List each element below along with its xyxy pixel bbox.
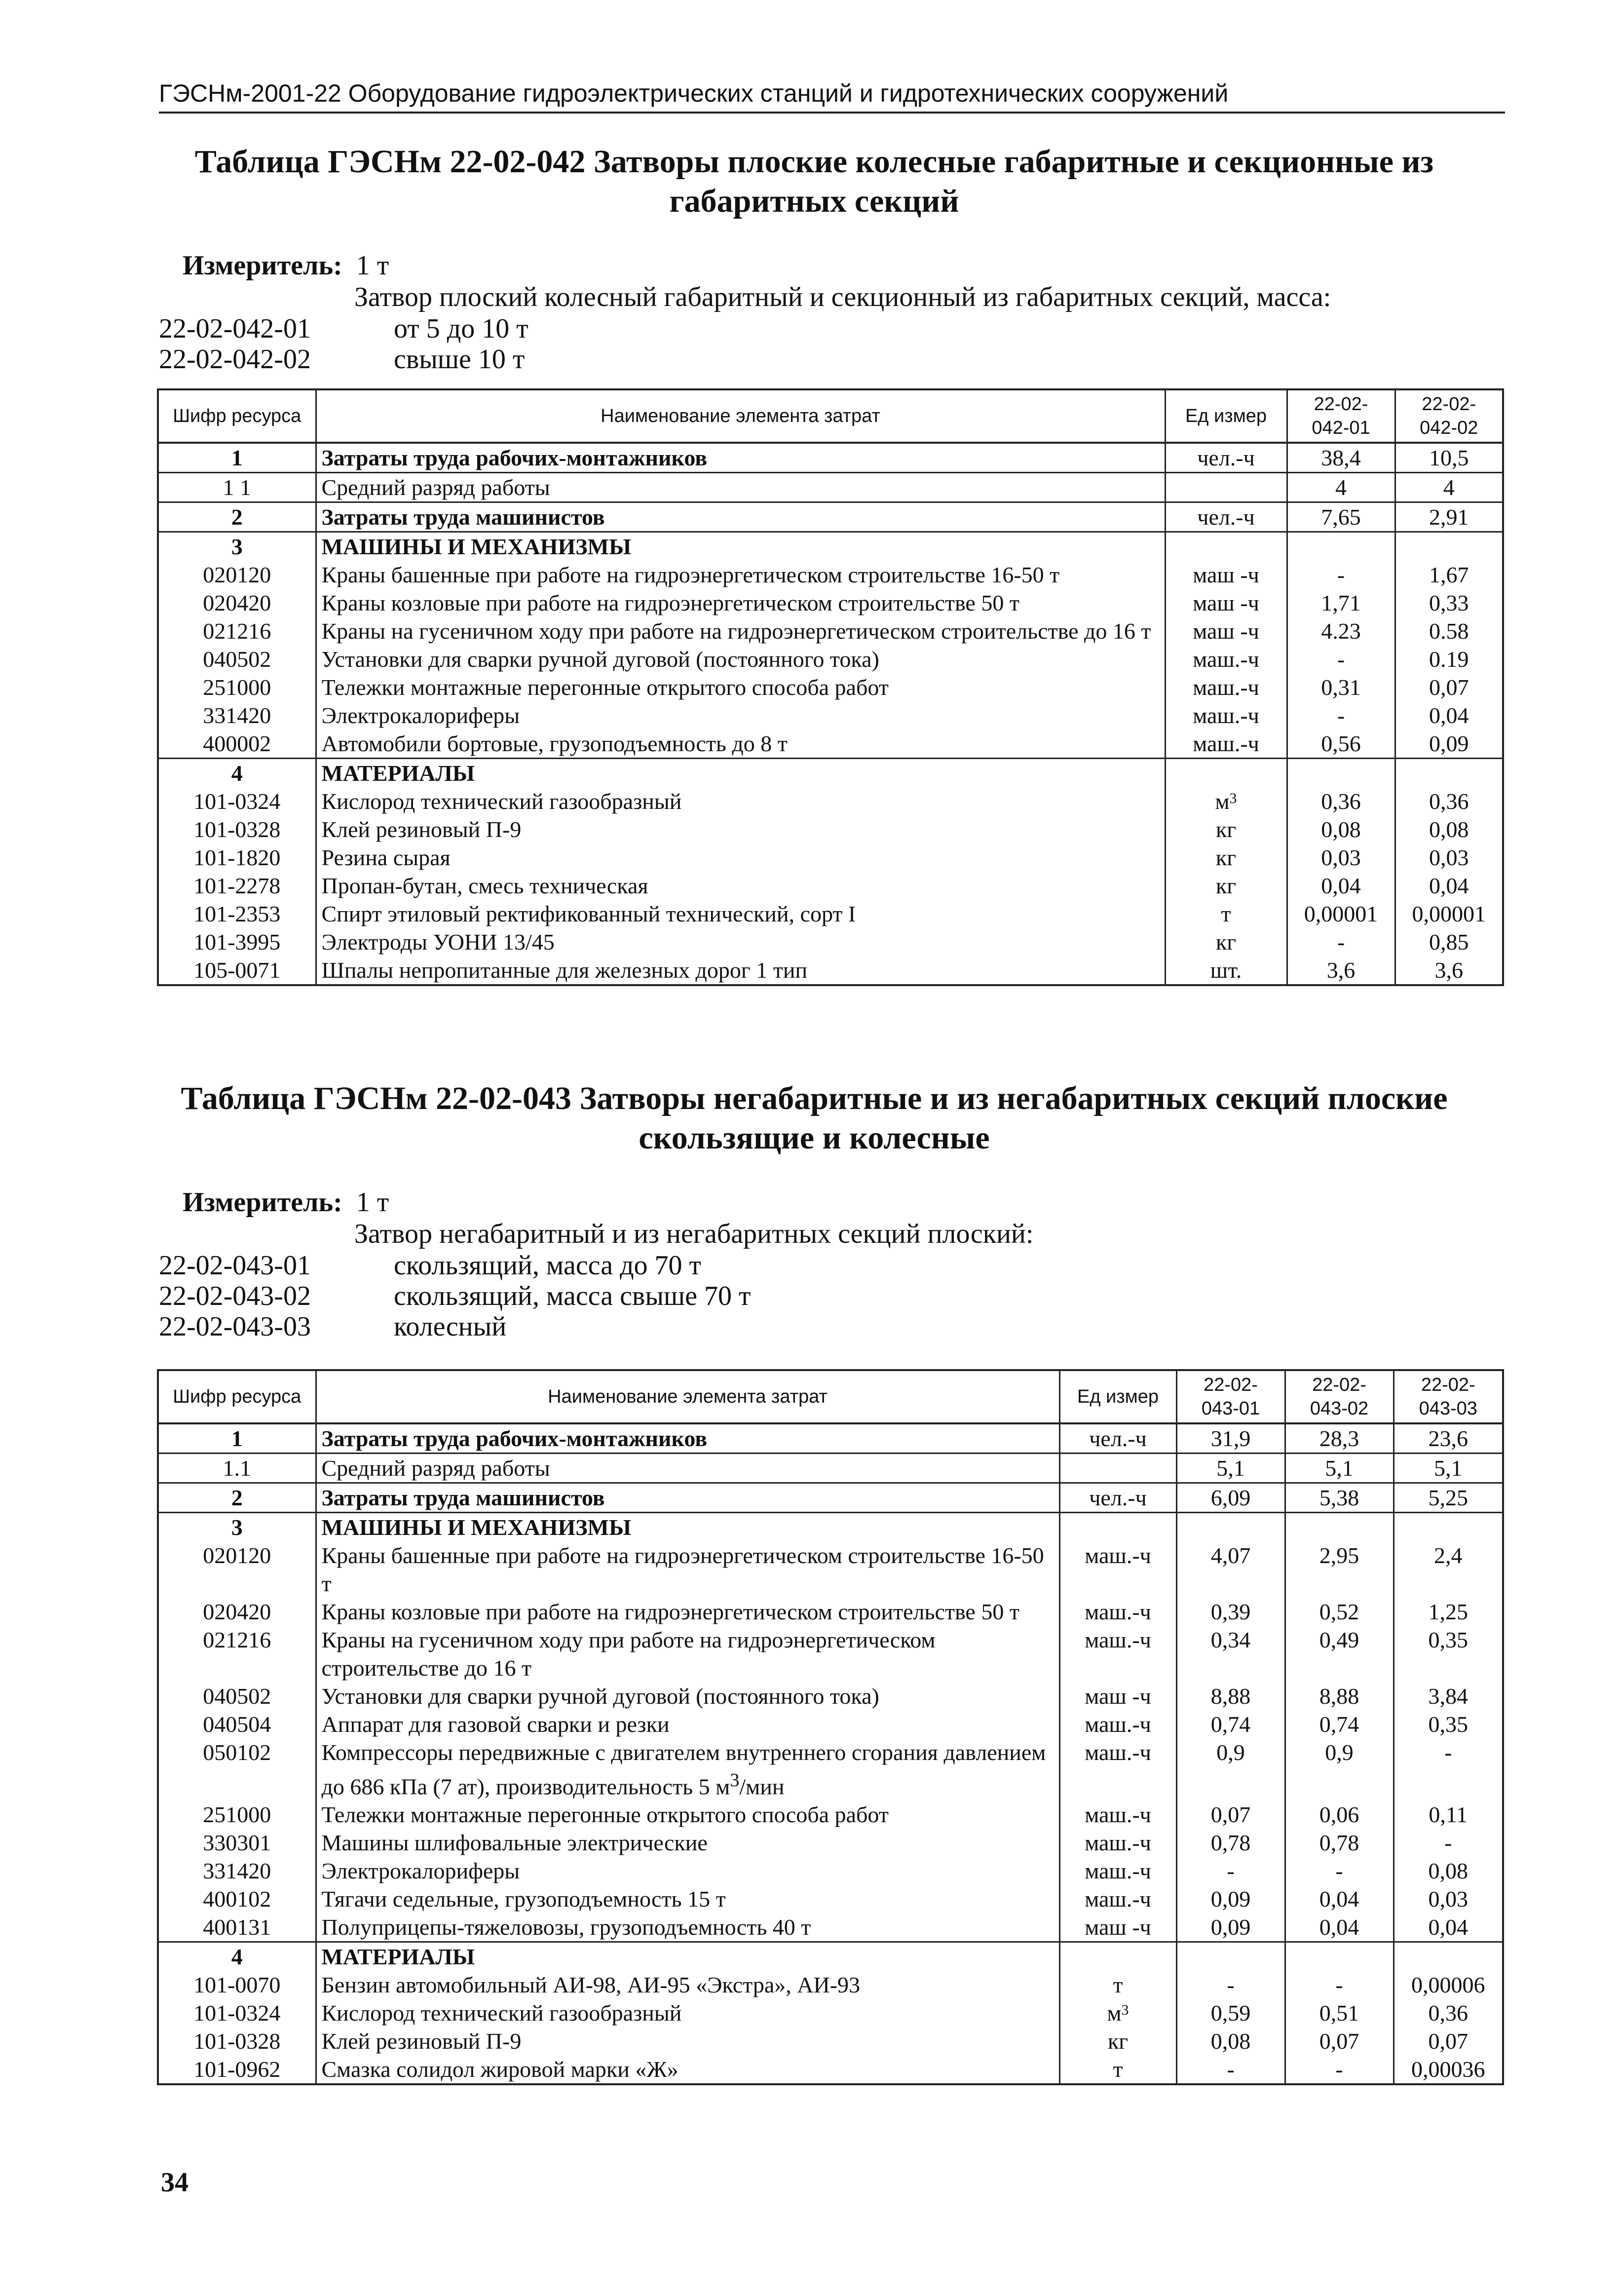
cell-value-variant-3: 1,25 bbox=[1394, 1598, 1503, 1626]
table-row bbox=[158, 473, 1503, 502]
cell-resource-code: 1 bbox=[158, 1423, 316, 1454]
cell-unit: маш.-ч bbox=[1165, 673, 1287, 701]
cell-value-variant-1: 3,6 bbox=[1287, 956, 1395, 985]
cell-value-variant-1: 0,03 bbox=[1287, 843, 1395, 872]
cell-value-variant-2: 0,07 bbox=[1285, 2027, 1394, 2055]
cell-value-variant-2: 2,91 bbox=[1395, 502, 1503, 532]
cell-value-variant-1: 0,56 bbox=[1287, 729, 1395, 759]
cell-unit: кг bbox=[1165, 928, 1287, 956]
cell-resource-code: 101-0328 bbox=[158, 815, 316, 843]
cell-unit: маш.-ч bbox=[1059, 1857, 1176, 1885]
cell-value-variant-2: 0,36 bbox=[1395, 787, 1503, 815]
cell-resource-code: 251000 bbox=[158, 673, 316, 701]
cell-unit: т bbox=[1059, 2055, 1176, 2084]
cell-value-variant-2: 5,38 bbox=[1285, 1483, 1394, 1513]
table-042-body bbox=[158, 443, 1503, 985]
cell-value-variant-3 bbox=[1394, 1513, 1503, 1542]
cell-resource-code: 1.1 bbox=[158, 1454, 316, 1483]
cell-value-variant-1: 0,34 bbox=[1176, 1626, 1285, 1682]
table-header-row bbox=[158, 389, 1503, 443]
cell-value-variant-3: 5,25 bbox=[1394, 1483, 1503, 1513]
cell-cost-element-name: Средний разряд работы bbox=[316, 473, 1165, 502]
cell-value-variant-1: 5,1 bbox=[1176, 1454, 1285, 1483]
cell-cost-element-name: Клей резиновый П-9 bbox=[316, 815, 1165, 843]
cell-cost-element-name: Краны козловые при работе на гидроэнергетическом строительстве 50 т bbox=[316, 1598, 1059, 1626]
col-header-variant-2: 22-02- 043-02 bbox=[1285, 1370, 1394, 1423]
cell-cost-element-name: МАШИНЫ И МЕХАНИЗМЫ bbox=[316, 1513, 1059, 1542]
cell-unit: кг bbox=[1165, 872, 1287, 900]
cell-value-variant-1: 0,04 bbox=[1287, 872, 1395, 900]
cell-cost-element-name: Полуприцепы-тяжеловозы, грузоподъемность 40 т bbox=[316, 1913, 1059, 1942]
cell-value-variant-1: - bbox=[1176, 2055, 1285, 2084]
cell-unit: кг bbox=[1165, 843, 1287, 872]
table-043-title-line1: Таблица ГЭСНм 22-02-043 Затворы негабаритные и из негабаритных секций плоские bbox=[181, 1080, 1448, 1116]
table-row bbox=[158, 1885, 1503, 1913]
cell-value-variant-2: 0,04 bbox=[1395, 701, 1503, 729]
cell-value-variant-1: 0,09 bbox=[1176, 1885, 1285, 1913]
col-header-code: Шифр ресурса bbox=[158, 1370, 316, 1423]
cell-cost-element-name: Затраты труда машинистов bbox=[316, 1483, 1059, 1513]
table-row bbox=[158, 645, 1503, 673]
table-042-title bbox=[148, 142, 1480, 221]
table-row bbox=[158, 1829, 1503, 1857]
cell-unit: маш.-ч bbox=[1059, 1710, 1176, 1738]
table-row bbox=[158, 589, 1503, 617]
cell-cost-element-name: Электрокалориферы bbox=[316, 701, 1165, 729]
col-header-unit: Ед измер bbox=[1059, 1370, 1176, 1423]
cell-resource-code: 1 bbox=[158, 443, 316, 473]
cell-cost-element-name: Тягачи седельные, грузоподъемность 15 т bbox=[316, 1885, 1059, 1913]
col-header-unit: Ед измер bbox=[1165, 389, 1287, 443]
cell-value-variant-2: 0,09 bbox=[1395, 729, 1503, 759]
cell-value-variant-2: 0,33 bbox=[1395, 589, 1503, 617]
cell-unit: чел.-ч bbox=[1059, 1423, 1176, 1454]
cell-resource-code: 4 bbox=[158, 759, 316, 788]
table-row bbox=[158, 1513, 1503, 1542]
table-row bbox=[158, 1626, 1503, 1682]
table-row bbox=[158, 1710, 1503, 1738]
cell-value-variant-3: 0,08 bbox=[1394, 1857, 1503, 1885]
cell-resource-code: 4 bbox=[158, 1942, 316, 1971]
table-043-body bbox=[158, 1423, 1503, 2084]
cell-value-variant-3: 3,84 bbox=[1394, 1682, 1503, 1710]
table-row bbox=[158, 928, 1503, 956]
cell-cost-element-name: Тележки монтажные перегонные открытого способа работ bbox=[316, 673, 1165, 701]
cell-value-variant-2: 28,3 bbox=[1285, 1423, 1394, 1454]
page-number: 34 bbox=[161, 2167, 188, 2198]
table-042-gate-title: Затвор плоский колесный габаритный и секционный из габаритных секций, масса: bbox=[354, 282, 1331, 312]
table-row bbox=[158, 1800, 1503, 1829]
cell-value-variant-1: 0,07 bbox=[1176, 1800, 1285, 1829]
cell-unit: т bbox=[1059, 1971, 1176, 1999]
cell-value-variant-2: 5,1 bbox=[1285, 1454, 1394, 1483]
table-row bbox=[158, 2027, 1503, 2055]
table-042-title-line1: Таблица ГЭСНм 22-02-042 Затворы плоские колесные габаритные и секционные из bbox=[194, 144, 1434, 180]
cell-resource-code: 101-1820 bbox=[158, 843, 316, 872]
table-row bbox=[158, 1541, 1503, 1598]
cell-resource-code: 020120 bbox=[158, 1541, 316, 1598]
cell-value-variant-3: 0,00036 bbox=[1394, 2055, 1503, 2084]
cell-unit: маш.-ч bbox=[1165, 701, 1287, 729]
col-header-variant-3: 22-02- 043-03 bbox=[1394, 1370, 1503, 1423]
cell-value-variant-2: 0,52 bbox=[1285, 1598, 1394, 1626]
cell-value-variant-3 bbox=[1394, 1942, 1503, 1971]
table-row bbox=[158, 1682, 1503, 1710]
cell-resource-code: 101-0324 bbox=[158, 787, 316, 815]
cell-cost-element-name: Средний разряд работы bbox=[316, 1454, 1059, 1483]
cell-value-variant-2: 0,08 bbox=[1395, 815, 1503, 843]
cell-value-variant-1: 0,09 bbox=[1176, 1913, 1285, 1942]
cell-resource-code: 101-0962 bbox=[158, 2055, 316, 2084]
cell-value-variant-2: 0,00001 bbox=[1395, 900, 1503, 928]
cell-unit: маш -ч bbox=[1165, 561, 1287, 589]
cell-value-variant-3: 0,36 bbox=[1394, 1999, 1503, 2027]
cell-resource-code: 050102 bbox=[158, 1738, 316, 1800]
table-row bbox=[158, 532, 1503, 561]
table-row bbox=[158, 787, 1503, 815]
variant-code: 22-02-042-02 bbox=[159, 344, 311, 375]
cell-cost-element-name: Краны козловые при работе на гидроэнергетическом строительстве 50 т bbox=[316, 589, 1165, 617]
cell-value-variant-3: - bbox=[1394, 1738, 1503, 1800]
cell-value-variant-3: 0,03 bbox=[1394, 1885, 1503, 1913]
cell-value-variant-2 bbox=[1285, 1942, 1394, 1971]
table-row bbox=[158, 443, 1503, 473]
cell-unit: т bbox=[1165, 900, 1287, 928]
variant-text: колесный bbox=[394, 1311, 507, 1342]
table-043-title-line2: скользящие и колесные bbox=[639, 1120, 990, 1156]
cell-resource-code: 2 bbox=[158, 1483, 316, 1513]
cell-resource-code: 040504 bbox=[158, 1710, 316, 1738]
table-row bbox=[158, 1454, 1503, 1483]
cell-unit: маш.-ч bbox=[1059, 1738, 1176, 1800]
cell-cost-element-name: Краны на гусеничном ходу при работе на гидроэнергетическом строительстве до 16 т bbox=[316, 1626, 1059, 1682]
cell-value-variant-2: - bbox=[1285, 1971, 1394, 1999]
cell-resource-code: 3 bbox=[158, 532, 316, 561]
cell-value-variant-1: - bbox=[1176, 1971, 1285, 1999]
cell-value-variant-2 bbox=[1285, 1513, 1394, 1542]
cell-resource-code: 040502 bbox=[158, 1682, 316, 1710]
meter-unit: 1 т bbox=[356, 1187, 389, 1218]
cell-cost-element-name: Компрессоры передвижные с двигателем внутреннего сгорания давлением до 686 кПа (7 ат), производительность 5 $м^3$/мин bbox=[316, 1738, 1059, 1800]
cell-value-variant-2: 0,9 bbox=[1285, 1738, 1394, 1800]
cell-value-variant-3: 0,04 bbox=[1394, 1913, 1503, 1942]
cell-resource-code: 020120 bbox=[158, 561, 316, 589]
cell-value-variant-1: - bbox=[1176, 1857, 1285, 1885]
table-row bbox=[158, 673, 1503, 701]
table-row bbox=[158, 1942, 1503, 1971]
cell-resource-code: 101-2278 bbox=[158, 872, 316, 900]
col-header-code: Шифр ресурса bbox=[158, 389, 316, 443]
cell-resource-code: 101-3995 bbox=[158, 928, 316, 956]
cell-cost-element-name: Краны на гусеничном ходу при работе на гидроэнергетическом строительстве до 16 т bbox=[316, 617, 1165, 645]
table-042 bbox=[157, 388, 1504, 986]
cell-value-variant-2: 0.19 bbox=[1395, 645, 1503, 673]
cell-value-variant-2: 0,04 bbox=[1395, 872, 1503, 900]
cell-resource-code: 2 bbox=[158, 502, 316, 532]
cell-cost-element-name: Затраты труда рабочих-монтажников bbox=[316, 1423, 1059, 1454]
table-row bbox=[158, 1423, 1503, 1454]
cell-cost-element-name: Шпалы непропитанные для железных дорог 1 тип bbox=[316, 956, 1165, 985]
meter-unit: 1 т bbox=[356, 250, 389, 281]
meter-label: Измеритель: bbox=[183, 1187, 342, 1218]
cell-value-variant-2: 0,78 bbox=[1285, 1829, 1394, 1857]
cell-resource-code: 331420 bbox=[158, 1857, 316, 1885]
cell-value-variant-2: 4 bbox=[1395, 473, 1503, 502]
cell-cost-element-name: Затраты труда рабочих-монтажников bbox=[316, 443, 1165, 473]
cell-unit: маш.-ч bbox=[1165, 645, 1287, 673]
cell-cost-element-name: Затраты труда машинистов bbox=[316, 502, 1165, 532]
variant-code: 22-02-042-01 bbox=[159, 313, 311, 344]
cell-value-variant-1 bbox=[1176, 1942, 1285, 1971]
table-row bbox=[158, 872, 1503, 900]
cell-unit bbox=[1165, 473, 1287, 502]
cell-value-variant-2 bbox=[1395, 759, 1503, 788]
cell-resource-code: 101-0328 bbox=[158, 2027, 316, 2055]
table-043-meter bbox=[183, 1186, 389, 1218]
table-row bbox=[158, 1913, 1503, 1942]
cell-value-variant-1: - bbox=[1287, 561, 1395, 589]
col-header-name: Наименование элемента затрат bbox=[316, 1370, 1059, 1423]
table-row bbox=[158, 1598, 1503, 1626]
cell-cost-element-name: Кислород технический газообразный bbox=[316, 1999, 1059, 2027]
cell-resource-code: 330301 bbox=[158, 1829, 316, 1857]
cell-resource-code: 105-0071 bbox=[158, 956, 316, 985]
cell-value-variant-3: 0,35 bbox=[1394, 1710, 1503, 1738]
variant-code: 22-02-043-01 bbox=[159, 1250, 311, 1281]
cell-value-variant-1: 1,71 bbox=[1287, 589, 1395, 617]
cell-unit bbox=[1059, 1454, 1176, 1483]
cell-value-variant-2: 8,88 bbox=[1285, 1682, 1394, 1710]
cell-value-variant-1: - bbox=[1287, 928, 1395, 956]
cell-value-variant-1: 31,9 bbox=[1176, 1423, 1285, 1454]
cell-value-variant-3: 0,11 bbox=[1394, 1800, 1503, 1829]
cell-value-variant-1: 4 bbox=[1287, 473, 1395, 502]
cell-value-variant-2: 0,85 bbox=[1395, 928, 1503, 956]
cell-cost-element-name: Пропан-бутан, смесь техническая bbox=[316, 872, 1165, 900]
cell-unit: $м^3$ bbox=[1059, 1999, 1176, 2027]
cell-unit bbox=[1059, 1942, 1176, 1971]
cell-value-variant-1: 0,59 bbox=[1176, 1999, 1285, 2027]
cell-cost-element-name: МАТЕРИАЛЫ bbox=[316, 759, 1165, 788]
col-header-variant-1: 22-02- 042-01 bbox=[1287, 389, 1395, 443]
cell-value-variant-2: 0.58 bbox=[1395, 617, 1503, 645]
variant-text: свыше 10 т bbox=[394, 344, 525, 375]
cell-resource-code: 101-0070 bbox=[158, 1971, 316, 1999]
cell-resource-code: 400002 bbox=[158, 729, 316, 759]
cell-unit: маш -ч bbox=[1165, 589, 1287, 617]
cell-cost-element-name: Резина сырая bbox=[316, 843, 1165, 872]
cell-cost-element-name: МАШИНЫ И МЕХАНИЗМЫ bbox=[316, 532, 1165, 561]
cell-value-variant-2: 0,03 bbox=[1395, 843, 1503, 872]
cell-cost-element-name: Машины шлифовальные электрические bbox=[316, 1829, 1059, 1857]
table-row bbox=[158, 956, 1503, 985]
variant-code: 22-02-043-02 bbox=[159, 1281, 311, 1311]
cell-value-variant-2: 3,6 bbox=[1395, 956, 1503, 985]
cell-unit: маш.-ч bbox=[1059, 1541, 1176, 1598]
cell-value-variant-1 bbox=[1287, 759, 1395, 788]
cell-resource-code: 251000 bbox=[158, 1800, 316, 1829]
cell-value-variant-1: 6,09 bbox=[1176, 1483, 1285, 1513]
table-row bbox=[158, 561, 1503, 589]
table-042-title-line2: габаритных секций bbox=[669, 183, 959, 219]
col-header-name: Наименование элемента затрат bbox=[316, 389, 1165, 443]
cell-value-variant-2: 10,5 bbox=[1395, 443, 1503, 473]
cell-value-variant-2: 0,74 bbox=[1285, 1710, 1394, 1738]
cell-unit: чел.-ч bbox=[1165, 443, 1287, 473]
cell-unit: маш.-ч bbox=[1059, 1598, 1176, 1626]
cell-resource-code: 020420 bbox=[158, 589, 316, 617]
cell-value-variant-1: 0,78 bbox=[1176, 1829, 1285, 1857]
col-header-variant-2: 22-02- 042-02 bbox=[1395, 389, 1503, 443]
cell-value-variant-3: 0,35 bbox=[1394, 1626, 1503, 1682]
cell-value-variant-2: 0,49 bbox=[1285, 1626, 1394, 1682]
table-row bbox=[158, 502, 1503, 532]
cell-value-variant-1: 0,00001 bbox=[1287, 900, 1395, 928]
cell-resource-code: 400102 bbox=[158, 1885, 316, 1913]
table-row bbox=[158, 843, 1503, 872]
cell-value-variant-1: 0,39 bbox=[1176, 1598, 1285, 1626]
meter-label: Измеритель: bbox=[183, 250, 342, 281]
cell-resource-code: 021216 bbox=[158, 617, 316, 645]
cell-value-variant-2: 0,07 bbox=[1395, 673, 1503, 701]
cell-cost-element-name: Клей резиновый П-9 bbox=[316, 2027, 1059, 2055]
table-header-row bbox=[158, 1370, 1503, 1423]
table-row bbox=[158, 1971, 1503, 1999]
cell-unit: чел.-ч bbox=[1165, 502, 1287, 532]
table-row bbox=[158, 1738, 1503, 1800]
variant-code: 22-02-043-03 bbox=[159, 1311, 311, 1342]
cell-unit: кг bbox=[1165, 815, 1287, 843]
cell-resource-code: 101-0324 bbox=[158, 1999, 316, 2027]
cell-unit: маш -ч bbox=[1059, 1682, 1176, 1710]
cell-resource-code: 020420 bbox=[158, 1598, 316, 1626]
table-042-meter bbox=[183, 250, 389, 281]
cell-cost-element-name: Краны башенные при работе на гидроэнергетическом строительстве 16-50 т bbox=[316, 1541, 1059, 1598]
cell-unit: маш -ч bbox=[1165, 617, 1287, 645]
cell-value-variant-1: 0,31 bbox=[1287, 673, 1395, 701]
table-row bbox=[158, 729, 1503, 759]
cell-value-variant-2: 0,04 bbox=[1285, 1913, 1394, 1942]
cell-value-variant-1: 0,08 bbox=[1287, 815, 1395, 843]
cell-cost-element-name: Автомобили бортовые, грузоподъемность до 8 т bbox=[316, 729, 1165, 759]
cell-resource-code: 101-2353 bbox=[158, 900, 316, 928]
cell-cost-element-name: Установки для сварки ручной дуговой (постоянного тока) bbox=[316, 1682, 1059, 1710]
cell-unit: маш.-ч bbox=[1165, 729, 1287, 759]
cell-value-variant-3: 23,6 bbox=[1394, 1423, 1503, 1454]
cell-value-variant-2: 0,06 bbox=[1285, 1800, 1394, 1829]
cell-value-variant-1: 0,9 bbox=[1176, 1738, 1285, 1800]
table-row bbox=[158, 1483, 1503, 1513]
variant-text: скользящий, масса свыше 70 т bbox=[394, 1281, 751, 1311]
cell-unit: маш.-ч bbox=[1059, 1829, 1176, 1857]
cell-cost-element-name: Бензин автомобильный АИ-98, АИ-95 «Экстра», АИ-93 bbox=[316, 1971, 1059, 1999]
table-row bbox=[158, 1999, 1503, 2027]
cell-value-variant-3: 5,1 bbox=[1394, 1454, 1503, 1483]
cell-resource-code: 331420 bbox=[158, 701, 316, 729]
cell-value-variant-2: - bbox=[1285, 2055, 1394, 2084]
cell-resource-code: 400131 bbox=[158, 1913, 316, 1942]
cell-value-variant-2 bbox=[1395, 532, 1503, 561]
cell-unit: чел.-ч bbox=[1059, 1483, 1176, 1513]
cell-value-variant-1: 0,36 bbox=[1287, 787, 1395, 815]
cell-unit bbox=[1165, 532, 1287, 561]
cell-cost-element-name: Аппарат для газовой сварки и резки bbox=[316, 1710, 1059, 1738]
cell-cost-element-name: Кислород технический газообразный bbox=[316, 787, 1165, 815]
cell-value-variant-2: - bbox=[1285, 1857, 1394, 1885]
cell-value-variant-2: 0,04 bbox=[1285, 1885, 1394, 1913]
cell-value-variant-1 bbox=[1176, 1513, 1285, 1542]
cell-value-variant-2: 2,95 bbox=[1285, 1541, 1394, 1598]
cell-unit: маш.-ч bbox=[1059, 1885, 1176, 1913]
cell-value-variant-1: - bbox=[1287, 701, 1395, 729]
cell-unit: маш -ч bbox=[1059, 1913, 1176, 1942]
table-row bbox=[158, 617, 1503, 645]
table-row bbox=[158, 701, 1503, 729]
cell-cost-element-name: Тележки монтажные перегонные открытого способа работ bbox=[316, 1800, 1059, 1829]
cell-unit bbox=[1165, 759, 1287, 788]
cell-value-variant-1: 8,88 bbox=[1176, 1682, 1285, 1710]
cell-resource-code: 040502 bbox=[158, 645, 316, 673]
cell-unit: $м^3$ bbox=[1165, 787, 1287, 815]
cell-cost-element-name: Краны башенные при работе на гидроэнергетическом строительстве 16-50 т bbox=[316, 561, 1165, 589]
cell-value-variant-1: 4,07 bbox=[1176, 1541, 1285, 1598]
cell-value-variant-1: 4.23 bbox=[1287, 617, 1395, 645]
cell-value-variant-2: 1,67 bbox=[1395, 561, 1503, 589]
cell-value-variant-1: 0,74 bbox=[1176, 1710, 1285, 1738]
cell-unit: маш.-ч bbox=[1059, 1800, 1176, 1829]
col-header-variant-1: 22-02- 043-01 bbox=[1176, 1370, 1285, 1423]
cell-unit: кг bbox=[1059, 2027, 1176, 2055]
cell-value-variant-1: 38,4 bbox=[1287, 443, 1395, 473]
cell-unit: шт. bbox=[1165, 956, 1287, 985]
table-row bbox=[158, 2055, 1503, 2084]
cell-cost-element-name: Электрокалориферы bbox=[316, 1857, 1059, 1885]
cell-value-variant-1: 0,08 bbox=[1176, 2027, 1285, 2055]
running-header: ГЭСНм-2001-22 Оборудование гидроэлектрических станций и гидротехнических сооружений bbox=[159, 79, 1505, 114]
cell-cost-element-name: Спирт этиловый ректификованный технический, сорт I bbox=[316, 900, 1165, 928]
table-043-gate-title: Затвор негабаритный и из негабаритных секций плоский: bbox=[354, 1219, 1034, 1249]
cell-cost-element-name: Электроды УОНИ 13/45 bbox=[316, 928, 1165, 956]
cell-cost-element-name: МАТЕРИАЛЫ bbox=[316, 1942, 1059, 1971]
variant-text: скользящий, масса до 70 т bbox=[394, 1250, 702, 1281]
cell-resource-code: 1 1 bbox=[158, 473, 316, 502]
table-row bbox=[158, 900, 1503, 928]
cell-cost-element-name: Установки для сварки ручной дуговой (постоянного тока) bbox=[316, 645, 1165, 673]
cell-unit bbox=[1059, 1513, 1176, 1542]
cell-value-variant-3: - bbox=[1394, 1829, 1503, 1857]
table-row bbox=[158, 1857, 1503, 1885]
table-043 bbox=[157, 1369, 1504, 2085]
cell-value-variant-3: 0,00006 bbox=[1394, 1971, 1503, 1999]
table-row bbox=[158, 759, 1503, 788]
cell-cost-element-name: Смазка солидол жировой марки «Ж» bbox=[316, 2055, 1059, 2084]
cell-value-variant-2: 0,51 bbox=[1285, 1999, 1394, 2027]
cell-value-variant-3: 0,07 bbox=[1394, 2027, 1503, 2055]
table-row bbox=[158, 815, 1503, 843]
cell-value-variant-1: 7,65 bbox=[1287, 502, 1395, 532]
variant-text: от 5 до 10 т bbox=[394, 313, 528, 344]
table-043-title bbox=[148, 1079, 1480, 1158]
cell-resource-code: 3 bbox=[158, 1513, 316, 1542]
cell-value-variant-1 bbox=[1287, 532, 1395, 561]
cell-value-variant-1: - bbox=[1287, 645, 1395, 673]
cell-unit: маш.-ч bbox=[1059, 1626, 1176, 1682]
cell-value-variant-3: 2,4 bbox=[1394, 1541, 1503, 1598]
cell-resource-code: 021216 bbox=[158, 1626, 316, 1682]
